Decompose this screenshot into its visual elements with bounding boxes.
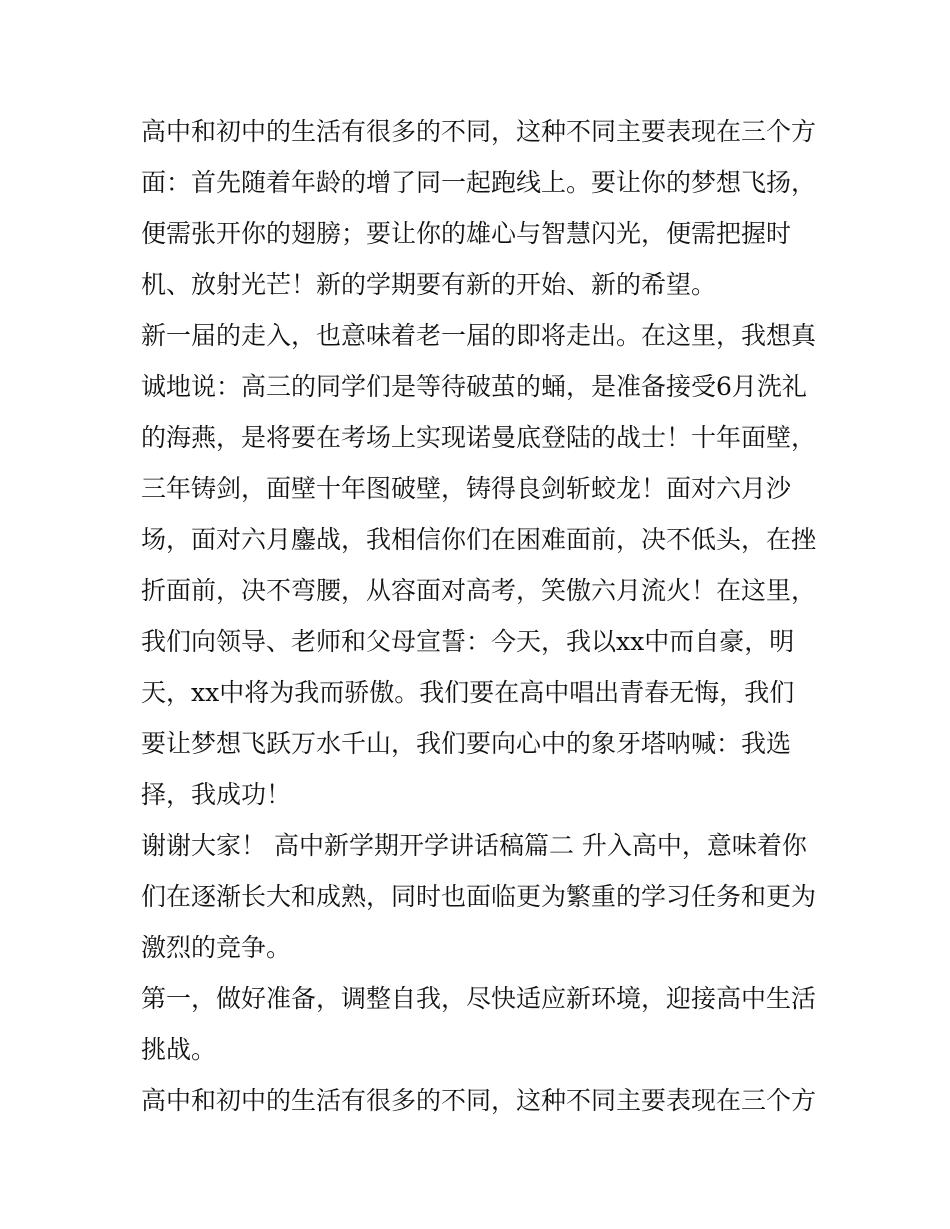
text-line-15: 谢谢大家！ 高中新学期开学讲话稿篇二 升入高中，意味着你	[141, 831, 807, 860]
text-line-5: 新一届的走入，也意味着老一届的即将走出。在这里，我想真	[141, 321, 817, 350]
text-line-8: 三年铸剑，面壁十年图破壁，铸得良剑斩蛟龙！面对六月沙	[141, 474, 792, 503]
document-body	[141, 106, 821, 1126]
text-line-11: 我们向领导、老师和父母宣誓：今天，我以xx中而自豪，明	[141, 627, 795, 656]
text-line-16: 们在逐渐长大和成熟，同时也面临更为繁重的学习任务和更为	[141, 882, 817, 911]
text-line-10: 折面前，决不弯腰，从容面对高考，笑傲六月流火！在这里，	[141, 576, 817, 605]
text-line-13: 要让梦想飞跃万水千山，我们要向心中的象牙塔呐喊：我选	[141, 729, 792, 758]
text-line-1: 高中和初中的生活有很多的不同，这种不同主要表现在三个方	[141, 117, 817, 146]
text-line-2: 面：首先随着年龄的增了同一起跑线上。要让你的梦想飞扬，	[141, 168, 817, 197]
text-line-18: 第一，做好准备，调整自我，尽快适应新环境，迎接高中生活	[141, 984, 817, 1013]
text-line-4: 机、放射光芒！新的学期要有新的开始、新的希望。	[141, 270, 717, 299]
text-line-12: 天，xx中将为我而骄傲。我们要在高中唱出青春无悔，我们	[141, 678, 795, 707]
text-line-19: 挑战。	[141, 1035, 217, 1064]
text-line-3: 便需张开你的翅膀；要让你的雄心与智慧闪光，便需把握时	[141, 219, 792, 248]
text-line-14: 择，我成功！	[141, 780, 292, 809]
text-line-20: 高中和初中的生活有很多的不同，这种不同主要表现在三个方	[141, 1086, 817, 1115]
text-line-7: 的海燕，是将要在考场上实现诺曼底登陆的战士！十年面壁，	[141, 423, 817, 452]
text-line-6: 诚地说：高三的同学们是等待破茧的蛹，是准备接受6月洗礼	[141, 372, 807, 401]
text-line-9: 场，面对六月鏖战，我相信你们在困难面前，决不低头，在挫	[141, 525, 817, 554]
text-line-17: 激烈的竞争。	[141, 933, 292, 962]
